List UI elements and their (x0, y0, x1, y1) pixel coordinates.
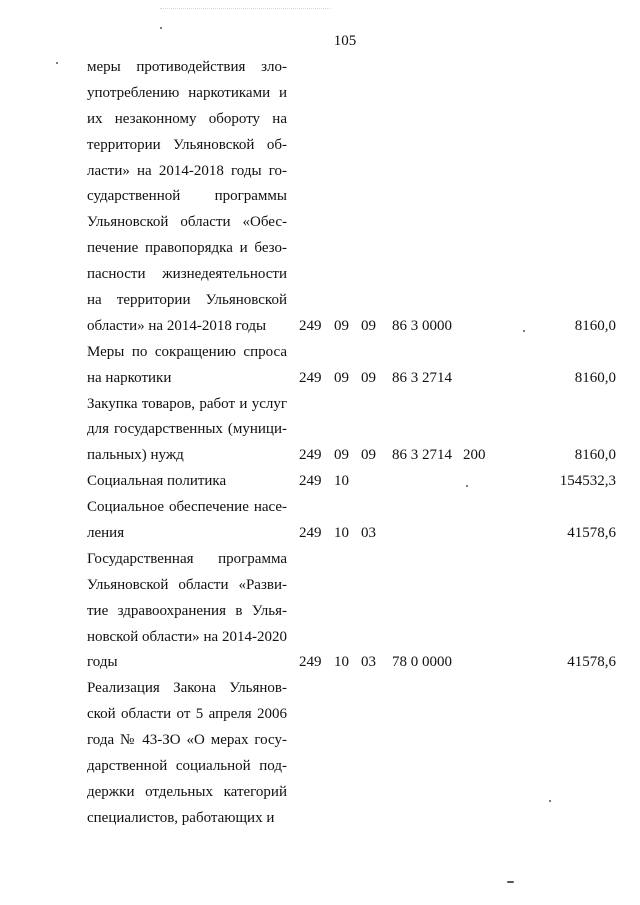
row-description-line: ласти» на 2014-2018 годы го- (87, 162, 287, 179)
row-description-line: Социальная политика (87, 473, 227, 490)
table-row-line (0, 314, 640, 340)
table-row-line (0, 262, 640, 288)
section-code: 09 (334, 317, 349, 334)
row-description-line: меры противодействия зло- (87, 59, 287, 75)
row-description-line: ления (87, 525, 125, 542)
row-description-line: сударственной программы (87, 188, 287, 205)
table-row-line (0, 521, 640, 547)
table-row-line (0, 133, 640, 159)
row-description-line: области» на 2014-2018 годы (87, 317, 267, 334)
section-code: 10 (334, 473, 349, 490)
section-code: 09 (334, 369, 349, 386)
subsection-code: 09 (361, 369, 376, 386)
table-row-line (0, 443, 640, 469)
table-row-line (0, 236, 640, 262)
dept-code: 249 (299, 654, 322, 671)
amount: 8160,0 (574, 369, 616, 386)
target-article-code: 78 0 0000 (392, 654, 452, 671)
table-row (0, 55, 640, 340)
table-row (0, 392, 640, 470)
table-row-line (0, 469, 640, 495)
dept-code: 249 (299, 317, 322, 334)
amount: 154532,3 (559, 473, 616, 490)
expense-type-code: 200 (463, 447, 486, 464)
amount: 41578,6 (567, 525, 616, 542)
table-row-line (0, 702, 640, 728)
table-row-line (0, 392, 640, 418)
table-row-line (0, 547, 640, 573)
scan-speck (160, 27, 162, 29)
row-description-line: территории Ульяновской об- (87, 136, 287, 153)
scan-speck (56, 62, 58, 64)
scan-artifact-top (160, 8, 330, 13)
row-description-line: для государственных (муници- (87, 421, 287, 438)
subsection-code: 09 (361, 447, 376, 464)
row-description-line: Социальное обеспечение насе- (87, 499, 287, 516)
table-row-line (0, 107, 640, 133)
table-row (0, 676, 640, 831)
target-article-code: 86 3 0000 (392, 317, 452, 334)
row-description-line: на территории Ульяновской (87, 292, 287, 309)
table-row-line (0, 676, 640, 702)
row-description-line: Ульяновской области «Разви- (87, 576, 287, 593)
table-row-line (0, 288, 640, 314)
row-description-line: тие здравоохранения в Улья- (87, 602, 287, 619)
row-description-line: пасности жизнедеятельности (87, 266, 287, 283)
row-description-line: годы (87, 654, 118, 671)
section-code: 10 (334, 654, 349, 671)
table-row-line (0, 55, 640, 81)
table-row-line (0, 573, 640, 599)
amount: 41578,6 (567, 654, 616, 671)
table-row (0, 469, 640, 495)
row-description-line: Реализация Закона Ульянов- (87, 680, 287, 697)
target-article-code: 86 3 2714 (392, 369, 452, 386)
table-row-line (0, 495, 640, 521)
row-description-line: Ульяновской области «Обес- (87, 214, 287, 231)
table-row-line (0, 417, 640, 443)
table-row-line (0, 210, 640, 236)
target-article-code: 86 3 2714 (392, 447, 452, 464)
row-description-line: года № 43-ЗО «О мерах госу- (87, 732, 287, 749)
row-description-line: на наркотики (87, 369, 172, 386)
section-code: 10 (334, 525, 349, 542)
row-description-line: Меры по сокращению спроса (87, 343, 287, 360)
table-row-line (0, 599, 640, 625)
table-row (0, 495, 640, 547)
dept-code: 249 (299, 447, 322, 464)
row-description-line: специалистов, работающих и (87, 809, 275, 826)
scan-speck (549, 800, 551, 802)
dept-code: 249 (299, 525, 322, 542)
row-description-line: ской области от 5 апреля 2006 (87, 706, 287, 723)
subsection-code: 03 (361, 525, 376, 542)
table-row-line (0, 650, 640, 676)
row-description-line: Закупка товаров, работ и услуг (87, 395, 287, 412)
row-description-line: печение правопорядка и безо- (87, 240, 287, 257)
table-row-line (0, 754, 640, 780)
subsection-code: 09 (361, 317, 376, 334)
table-row-line (0, 806, 640, 832)
table-row-line (0, 366, 640, 392)
scan-speck (466, 485, 468, 487)
row-description-line: их незаконному обороту на (87, 110, 287, 127)
table-row-line (0, 184, 640, 210)
scan-speck (507, 881, 514, 883)
dept-code: 249 (299, 473, 322, 490)
row-description-line: держки отдельных категорий (87, 783, 287, 800)
row-description-line: Государственная программа (87, 550, 287, 567)
budget-table (0, 55, 640, 832)
section-code: 09 (334, 447, 349, 464)
row-description-line: употреблению наркотиками и (87, 84, 287, 101)
table-row-line (0, 728, 640, 754)
table-row-line (0, 81, 640, 107)
table-row-line (0, 625, 640, 651)
table-row-line (0, 780, 640, 806)
subsection-code: 03 (361, 654, 376, 671)
page-number: 105 (333, 33, 357, 49)
table-row (0, 547, 640, 676)
amount: 8160,0 (574, 317, 616, 334)
amount: 8160,0 (574, 447, 616, 464)
scan-speck (523, 330, 525, 332)
dept-code: 249 (299, 369, 322, 386)
row-description-line: новской области» на 2014-2020 (87, 628, 287, 645)
table-row (0, 340, 640, 392)
table-row-line (0, 340, 640, 366)
row-description-line: пальных) нужд (87, 447, 184, 464)
table-row-line (0, 159, 640, 185)
row-description-line: дарственной социальной под- (87, 758, 287, 775)
